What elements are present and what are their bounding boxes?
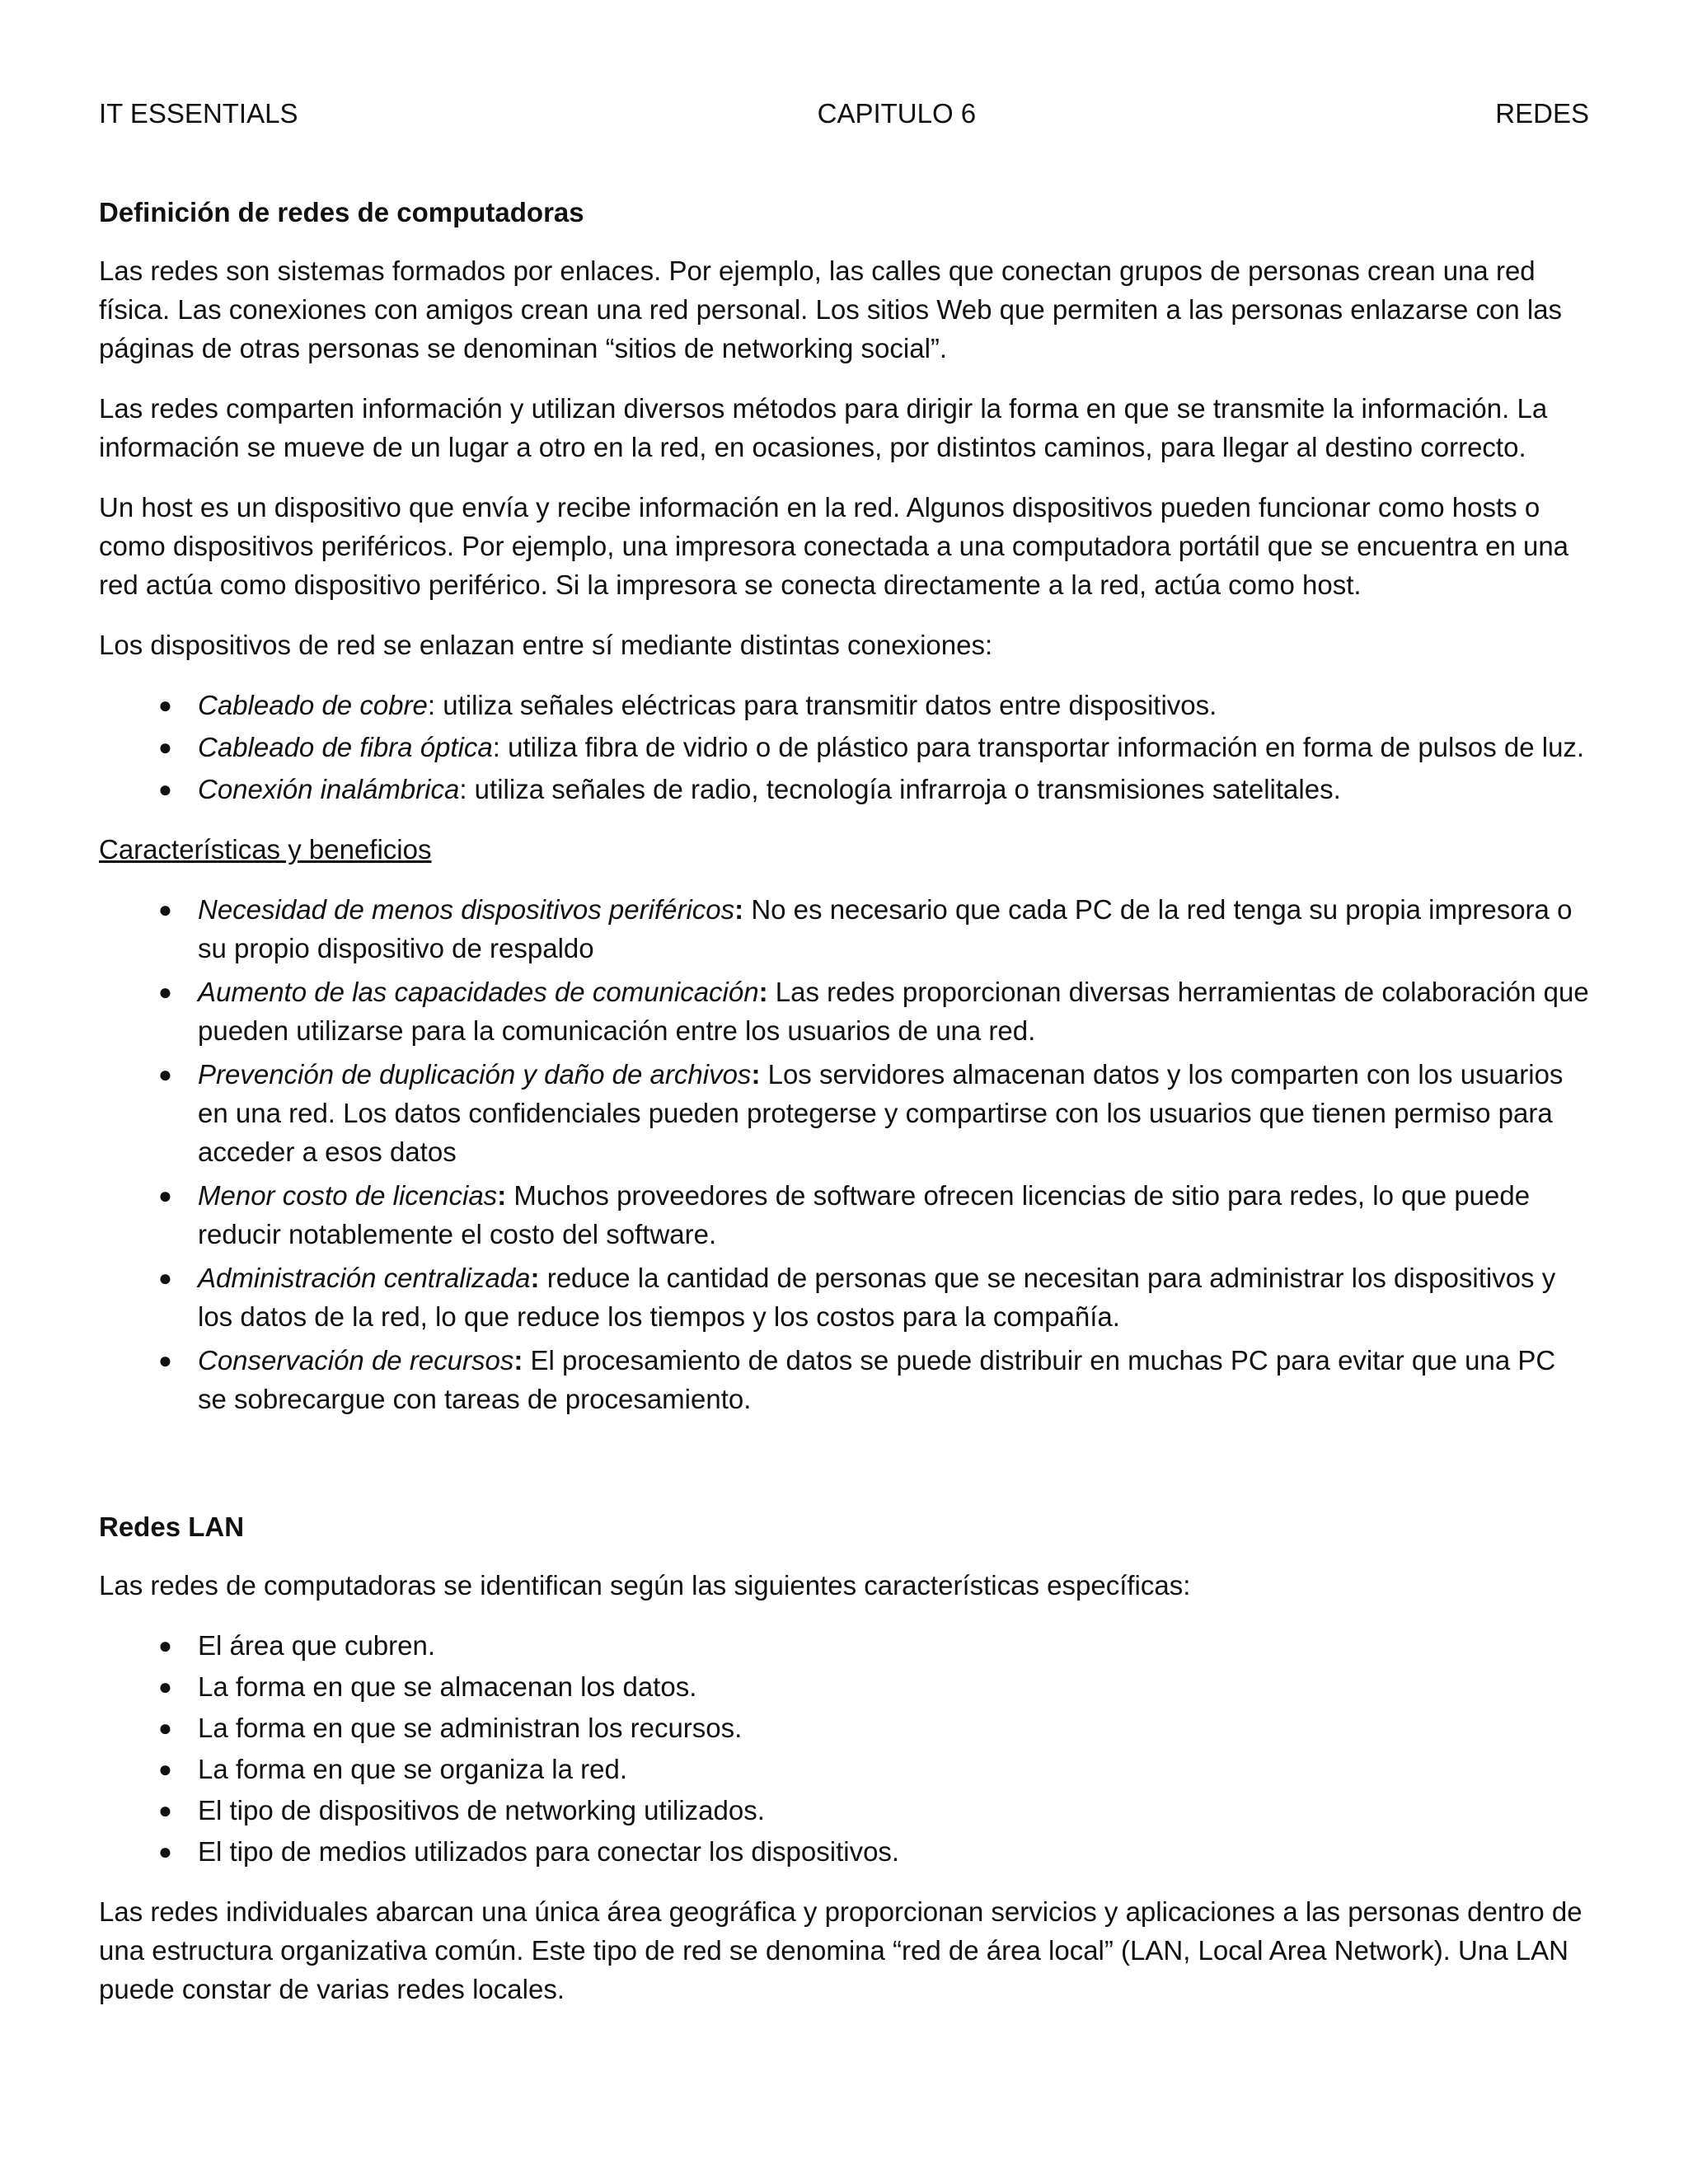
benefit-colon: :	[530, 1263, 540, 1293]
benefit-text: El procesamiento de datos se puede distribuir en muchas PC para evitar que una PC se sobrecargue con tareas de procesamiento.	[198, 1345, 1556, 1414]
characteristics-list	[99, 1626, 1589, 1871]
bullet-icon: ●	[158, 1839, 172, 1864]
characteristic-text: La forma en que se administran los recursos.	[198, 1713, 743, 1743]
bullet-icon: ●	[158, 776, 172, 802]
list-item	[99, 1258, 1589, 1336]
benefit-term: Conservación de recursos	[198, 1345, 514, 1376]
section-heading-caracteristicas: Características y beneficios	[99, 834, 432, 865]
connection-text: : utiliza fibra de vidrio o de plástico para transportar información en forma de pulsos de luz.	[492, 732, 1585, 762]
benefit-term: Administración centralizada	[198, 1263, 531, 1293]
list-item	[99, 1708, 1589, 1747]
bullet-icon: ●	[158, 1347, 172, 1373]
section-spacer	[99, 1440, 1589, 1507]
list-item	[99, 1055, 1589, 1171]
list-item	[99, 1341, 1589, 1418]
benefit-text: reduce la cantidad de personas que se necesitan para administrar los dispositivos y los datos de la red, lo que reduce los tiempos y los costos para la compañía.	[198, 1263, 1556, 1332]
paragraph-lan-intro: Las redes de computadoras se identifican según las siguientes características específicas:	[99, 1570, 1191, 1601]
connection-term: Cableado de fibra óptica	[198, 732, 493, 762]
bullet-icon: ●	[158, 1674, 172, 1699]
characteristic-text: La forma en que se organiza la red.	[198, 1754, 627, 1784]
benefit-colon: :	[734, 894, 744, 925]
bullet-icon: ●	[158, 692, 172, 718]
characteristic-text: La forma en que se almacenan los datos.	[198, 1671, 697, 1702]
benefit-colon: :	[758, 977, 768, 1007]
benefit-colon: :	[513, 1345, 523, 1376]
paragraph-redes-comparten: Las redes comparten información y utilizan diversos métodos para dirigir la forma en que se transmite la información. La información se mueve de un lugar a otro en la red, en ocasiones, por distintos caminos, para llegar al destino correcto.	[99, 393, 1548, 462]
benefit-term: Menor costo de licencias	[198, 1180, 498, 1211]
bullet-icon: ●	[158, 1062, 172, 1087]
benefit-text: Las redes proporcionan diversas herramientas de colaboración que pueden utilizarse para la comunicación entre los usuarios de una red.	[198, 977, 1589, 1046]
benefit-colon: :	[751, 1059, 761, 1090]
paragraph-lan-closing: Las redes individuales abarcan una única área geográfica y proporcionan servicios y aplicaciones a las personas dentro de una estructura organizativa común. Este tipo de red se denomina “red de área local” (LAN, Local Area Network). Una LAN puede constar de varias redes locales.	[99, 1896, 1582, 2004]
bullet-icon: ●	[158, 734, 172, 760]
list-item	[99, 686, 1589, 724]
paragraph-dispositivos-red: Los dispositivos de red se enlazan entre sí mediante distintas conexiones:	[99, 630, 993, 660]
benefits-list	[99, 890, 1589, 1418]
paragraph-host: Un host es un dispositivo que envía y recibe información en la red. Algunos dispositivos pueden funcionar como hosts o como dispositivos periféricos. Por ejemplo, una impresora conectada a una computadora portátil que se encuentra en una red actúa como dispositivo periférico. Si la impresora se conecta directamente a la red, actúa como host.	[99, 492, 1569, 600]
section-heading-redes-lan: Redes LAN	[99, 1511, 245, 1542]
bullet-icon: ●	[158, 1756, 172, 1782]
characteristic-text: El tipo de medios utilizados para conectar los dispositivos.	[198, 1836, 900, 1867]
list-item	[99, 1832, 1589, 1871]
list-item	[99, 890, 1589, 968]
bullet-icon: ●	[158, 897, 172, 922]
list-item	[99, 1667, 1589, 1706]
bullet-icon: ●	[158, 1633, 172, 1658]
benefit-term: Necesidad de menos dispositivos periféricos	[198, 894, 735, 925]
document-page	[99, 97, 1589, 2030]
benefit-colon: :	[497, 1180, 507, 1211]
paragraph-redes-sistemas: Las redes son sistemas formados por enlaces. Por ejemplo, las calles que conectan grupos de personas crean una red física. Las conexiones con amigos crean una red personal. Los sitios Web que permiten a las personas enlazarse con las páginas de otras personas se denominan “sitios de networking social”.	[99, 255, 1563, 363]
list-item	[99, 1791, 1589, 1830]
header-left: IT ESSENTIALS	[99, 98, 298, 129]
benefit-text: Los servidores almacenan datos y los comparten con los usuarios en una red. Los datos confidenciales pueden protegerse y compartirse con los usuarios que tienen permiso para acceder a esos datos	[198, 1059, 1564, 1167]
list-item	[99, 1176, 1589, 1254]
connection-text: : utiliza señales eléctricas para transmitir datos entre dispositivos.	[427, 690, 1217, 720]
list-item	[99, 1626, 1589, 1665]
list-item	[99, 1750, 1589, 1788]
benefit-term: Aumento de las capacidades de comunicación	[198, 977, 759, 1007]
benefit-text: Muchos proveedores de software ofrecen licencias de sitio para redes, lo que puede reducir notablemente el costo del software.	[198, 1180, 1531, 1249]
characteristic-text: El área que cubren.	[198, 1630, 436, 1661]
section-heading-definicion: Definición de redes de computadoras	[99, 197, 584, 227]
characteristic-text: El tipo de dispositivos de networking utilizados.	[198, 1795, 765, 1825]
list-item	[99, 972, 1589, 1050]
connection-text: : utiliza señales de radio, tecnología infrarroja o transmisiones satelitales.	[459, 774, 1341, 804]
page-header	[99, 97, 1589, 130]
bullet-icon: ●	[158, 979, 172, 1005]
bullet-icon: ●	[158, 1715, 172, 1741]
bullet-icon: ●	[158, 1265, 172, 1291]
connection-term: Cableado de cobre	[198, 690, 428, 720]
connection-term: Conexión inalámbrica	[198, 774, 460, 804]
header-right: REDES	[1495, 98, 1589, 129]
list-item	[99, 728, 1589, 766]
connections-list	[99, 686, 1589, 808]
benefit-term: Prevención de duplicación y daño de archivos	[198, 1059, 752, 1090]
list-item	[99, 770, 1589, 808]
benefit-text: No es necesario que cada PC de la red tenga su propia impresora o su propio dispositivo de respaldo	[198, 894, 1573, 963]
bullet-icon: ●	[158, 1183, 172, 1208]
header-center: CAPITULO 6	[817, 98, 977, 129]
bullet-icon: ●	[158, 1797, 172, 1823]
